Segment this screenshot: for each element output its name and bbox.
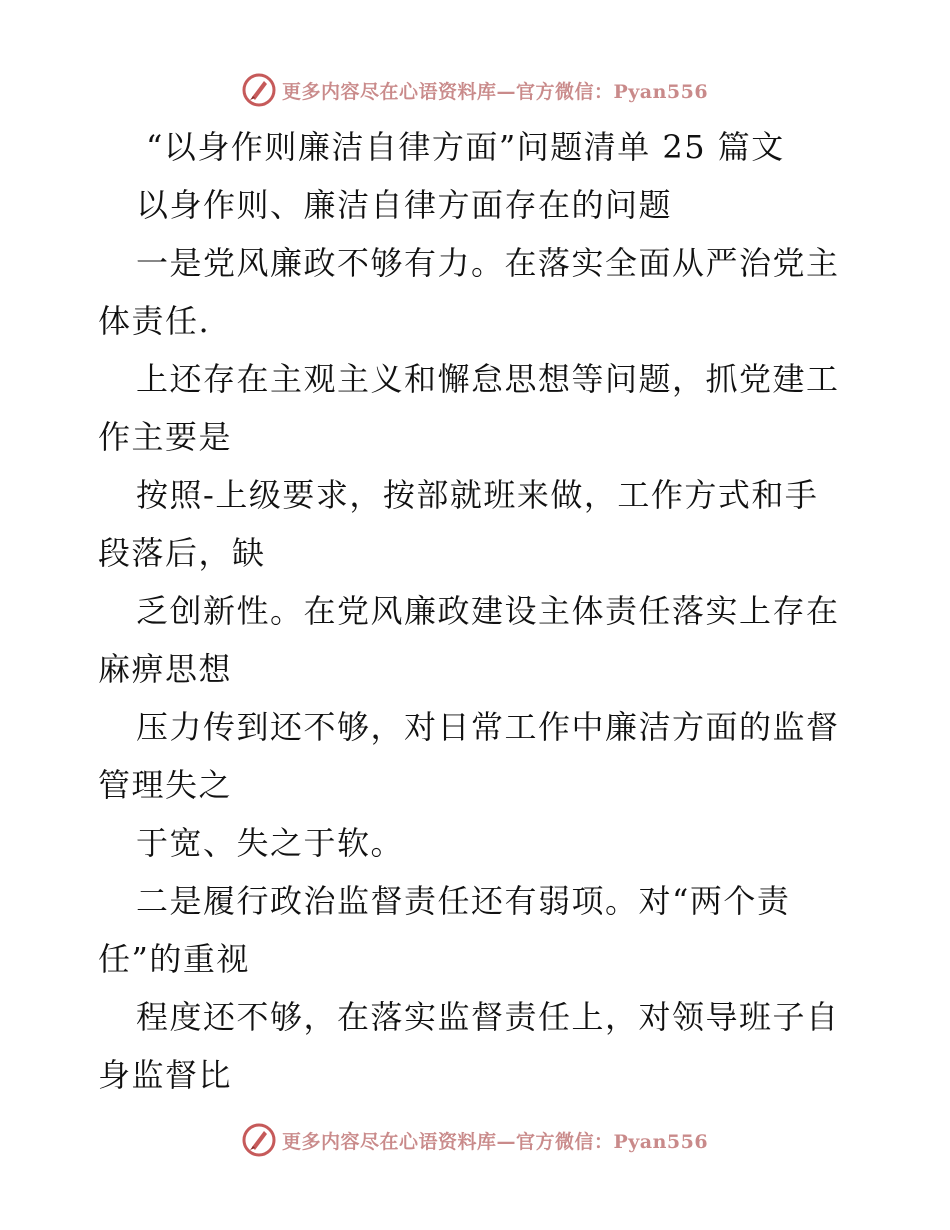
text-line: 一是党风廉政不够有力。在落实全面从严治党主 bbox=[136, 244, 840, 282]
watermark-text: 更多内容尽在心语资料库—官方微信：Pyan556 bbox=[281, 80, 709, 103]
text-line: 乏创新性。在党风廉政建设主体责任落实上存在 bbox=[136, 592, 840, 630]
text-line: 体责任. bbox=[98, 302, 211, 340]
document-body bbox=[98, 118, 858, 1104]
logo-icon bbox=[242, 73, 276, 107]
watermark-text: 更多内容尽在心语资料库—官方微信：Pyan556 bbox=[281, 1130, 709, 1153]
text-line: 压力传到还不够，对日常工作中廉洁方面的监督 bbox=[136, 708, 840, 746]
text-line: 二是履行政治监督责任还有弱项。对“两个责 bbox=[136, 882, 791, 920]
text-line: 身监督比 bbox=[98, 1056, 233, 1094]
text-line: 按照-上级要求，按部就班来做，工作方式和手 bbox=[136, 476, 819, 514]
footer-watermark-banner bbox=[0, 1120, 950, 1160]
text-line: 麻痹思想 bbox=[98, 650, 233, 688]
text-line: 段落后，缺 bbox=[98, 534, 266, 572]
text-line: 以身作则、廉洁自律方面存在的问题 bbox=[136, 186, 673, 224]
header-watermark-banner bbox=[0, 70, 950, 110]
document-title: “以身作则廉洁自律方面”问题清单 25 篇文 bbox=[146, 128, 785, 166]
text-line: 任”的重视 bbox=[98, 940, 250, 978]
logo-icon bbox=[242, 1123, 276, 1157]
text-line: 上还存在主观主义和懈怠思想等问题，抓党建工 bbox=[136, 360, 840, 398]
text-line: 于宽、失之于软。 bbox=[136, 824, 405, 862]
text-line: 管理失之 bbox=[98, 766, 233, 804]
text-line: 程度还不够，在落实监督责任上，对领导班子自 bbox=[136, 998, 840, 1036]
text-line: 作主要是 bbox=[98, 418, 233, 456]
